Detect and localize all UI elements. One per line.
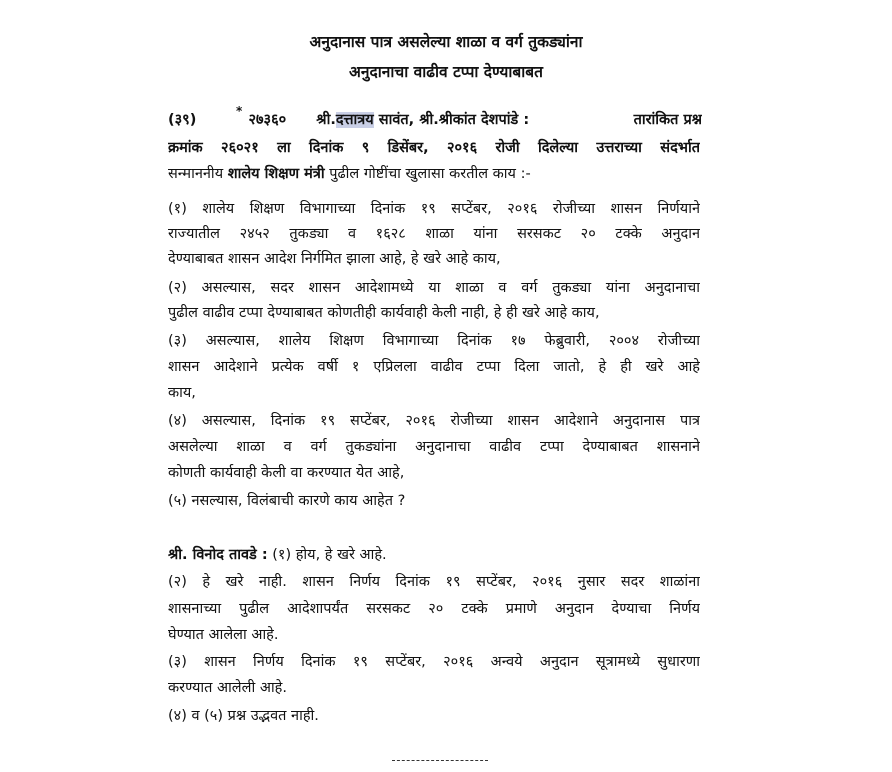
question-item-4-line-3: कोणती कार्यवाही केली वा करण्यात येत आहे, (168, 465, 405, 481)
document-title-line-2: अनुदानाचा वाढीव टप्पा देण्याबाबत (349, 63, 543, 81)
answer-line-1 (168, 545, 700, 565)
question-item-5: (५) नसल्यास, विलंबाची कारणे काय आहेत ? (168, 493, 406, 509)
question-item-3-line-2: शासन आदेशाने प्रत्येक वर्षी १ एप्रिलला वाढीव टप्पा दिला जातो, हे ही खरे आहे (168, 359, 700, 375)
starred-question-label: तारांकित प्रश्न (633, 112, 702, 128)
question-number: २७३६० (248, 112, 287, 128)
starred-question-mark: * (236, 104, 243, 118)
answer-item-3-line-2: करण्यात आलेली आहे. (168, 680, 287, 696)
answer-item-2-line-1: (२) हे खरे नाही. शासन निर्णय दिनांक १९ सप्टेंबर, २०१६ नुसार सदर शाळांना (168, 574, 700, 590)
question-member-prefix: श्री. (316, 112, 336, 128)
answer-item-2-line-2: शासनाच्या पुढील आदेशापर्यंत सरसकट २० टक्के प्रमाणे अनुदान देण्याचा निर्णय (168, 601, 700, 617)
minister-title: शालेय शिक्षण मंत्री (227, 166, 325, 182)
question-member-rest: सावंत, श्री.श्रीकांत देशपांडे : (373, 112, 530, 128)
question-header (168, 110, 702, 130)
question-reference-line: क्रमांक २६०२१ ला दिनांक ९ डिसेंबर, २०१६ रोजी दिलेल्या उत्तराच्या संदर्भात (168, 140, 700, 156)
question-item-2-line-2: पुढील वाढीव टप्पा देण्याबाबत कोणतीही कार्यवाही केली नाही, हे ही खरे आहे काय, (168, 305, 600, 321)
answer-items-4-5: (४) व (५) प्रश्न उद्भवत नाही. (168, 708, 319, 724)
question-item-4-line-1: (४) असल्यास, दिनांक १९ सप्टेंबर, २०१६ रोजीच्या शासन आदेशाने अनुदानास पात्र (168, 413, 700, 429)
answer-item-3-line-1: (३) शासन निर्णय दिनांक १९ सप्टेंबर, २०१६ अन्वये अनुदान सूत्रामध्ये सुधारणा (168, 654, 700, 670)
question-item-1-line-3: देण्याबाबत शासन आदेश निर्गमित झाला आहे, हे खरे आहे काय, (168, 251, 501, 267)
question-intro-pre: सन्माननीय (168, 166, 228, 182)
question-item-2-line-1: (२) असल्यास, सदर शासन आदेशामध्ये या शाळा व वर्ग तुकड्या यांना अनुदानाचा (168, 280, 700, 296)
end-separator (392, 760, 488, 761)
answer-item-2-line-3: घेण्यात आलेला आहे. (168, 627, 279, 643)
question-item-3-line-1: (३) असल्यास, शालेय शिक्षण विभागाच्या दिनांक १७ फेब्रुवारी, २००४ रोजीच्या (168, 333, 700, 349)
question-intro-line (168, 164, 700, 184)
question-item-1-line-1: (१) शालेय शिक्षण विभागाच्या दिनांक १९ सप्टेंबर, २०१६ रोजीच्या शासन निर्णयाने (168, 201, 700, 217)
question-member-highlight: दत्तात्रय (335, 112, 374, 128)
question-intro-post: पुढील गोष्टींचा खुलासा करतील काय :- (324, 166, 531, 182)
answer-item-1: (१) होय, हे खरे आहे. (267, 547, 387, 563)
question-item-1-line-2: राज्यातील २४५२ तुकड्या व १६२८ शाळा यांना सरसकट २० टक्के अनुदान (168, 226, 700, 242)
question-serial: (३९) (168, 112, 197, 128)
document-title-line-1: अनुदानास पात्र असलेल्या शाळा व वर्ग तुकड्यांना (309, 33, 583, 51)
question-item-4-line-2: असलेल्या शाळा व वर्ग तुकड्यांना अनुदानाचा वाढीव टप्पा देण्याबाबत शासनाने (168, 439, 700, 455)
answer-minister: श्री. विनोद तावडे : (168, 547, 268, 563)
question-item-3-line-3: काय, (168, 385, 196, 401)
